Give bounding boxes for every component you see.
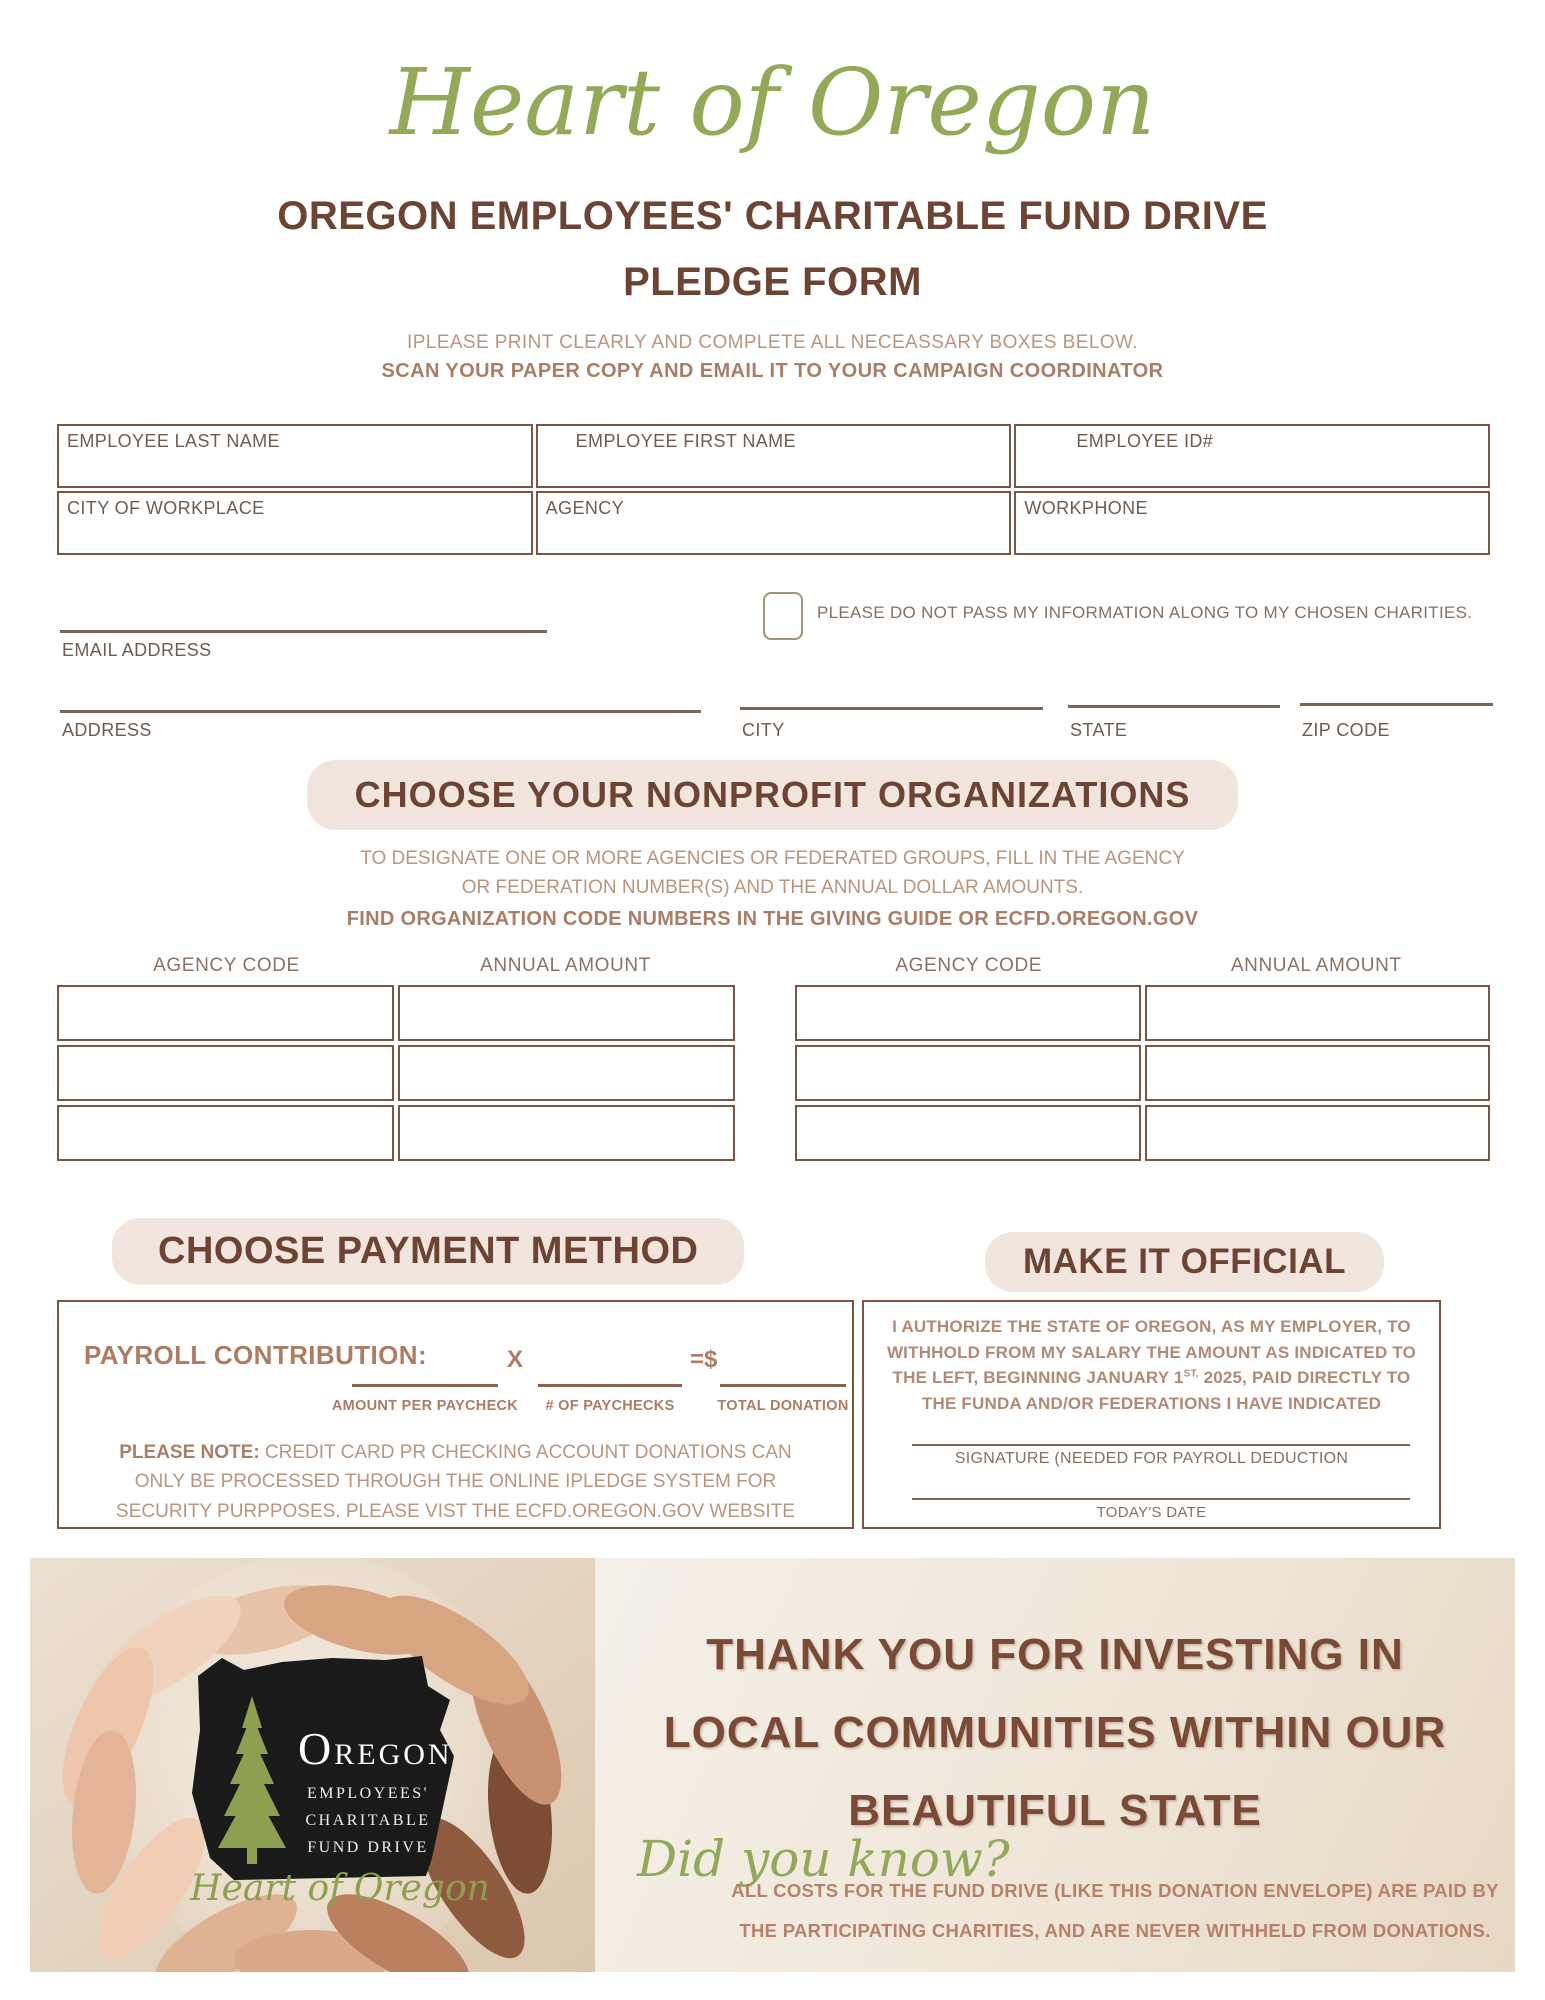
banner-right-panel <box>595 1558 1515 1972</box>
state-input-line[interactable] <box>1068 705 1280 708</box>
address-label: ADDRESS <box>62 720 152 740</box>
nonprofit-section-heading: CHOOSE YOUR NONPROFIT ORGANIZATIONS <box>307 760 1239 830</box>
right-org-table <box>795 985 1490 1161</box>
payment-box <box>57 1300 854 1529</box>
agency-code-input[interactable] <box>57 1045 394 1101</box>
signature-label: SIGNATURE (NEEDED FOR PAYROLL DEDUCTION <box>954 1450 1349 1467</box>
banner-footer-line-2: THE PARTICIPATING CHARITIES, AND ARE NEVER WITHHELD FROM DONATIONS. <box>739 1920 1491 1941</box>
banner-logo-line1: EMPLOYEES' <box>306 1785 430 1802</box>
footer-banner <box>30 1558 1515 1972</box>
heart-of-oregon-logo: Heart of Oregon <box>389 49 1156 156</box>
authorization-text <box>876 1314 1427 1416</box>
number-of-paychecks-input[interactable] <box>538 1384 682 1387</box>
amount-per-paycheck-caption: AMOUNT PER PAYCHECK <box>331 1398 519 1414</box>
agency-code-input[interactable] <box>795 985 1141 1041</box>
banner-logo-line3: FUND DRIVE <box>307 1839 429 1856</box>
did-you-know-script: Did you know? <box>637 1830 1010 1888</box>
city-input-line[interactable] <box>740 707 1043 710</box>
scan-instruction: SCAN YOUR PAPER COPY AND EMAIL IT TO YOUR CAMPAIGN COORDINATOR <box>381 360 1164 382</box>
email-label: EMAIL ADDRESS <box>62 640 212 660</box>
zip-label: ZIP CODE <box>1302 720 1390 740</box>
page-subtitle: PLEDGE FORM <box>623 260 922 304</box>
agency-code-input[interactable] <box>795 1045 1141 1101</box>
privacy-checkbox-label: PLEASE DO NOT PASS MY INFORMATION ALONG TO MY CHOSEN CHARITIES. <box>817 603 1473 622</box>
payment-note-bold: PLEASE NOTE: <box>119 1442 260 1463</box>
agency-code-header: AGENCY CODE <box>153 955 300 976</box>
nonprofit-instruction-bold: FIND ORGANIZATION CODE NUMBERS IN THE GIVING GUIDE OR ECFD.OREGON.GOV <box>346 908 1199 930</box>
authorization-pre: I AUTHORIZE THE STATE OF OREGON, AS MY EMPLOYER, TO WITHHOLD FROM MY SALARY THE AMOUNT AS INDICATED TO THE LEFT, BEGINNING JANUARY 1 <box>886 1317 1417 1387</box>
total-donation-input[interactable] <box>720 1384 846 1387</box>
authorization-box <box>862 1300 1441 1529</box>
banner-logo-line2: CHARITABLE <box>305 1812 431 1829</box>
payroll-contribution-label: PAYROLL CONTRIBUTION: <box>84 1340 428 1370</box>
thank-you-line-3: BEAUTIFUL STATE <box>848 1786 1262 1835</box>
annual-amount-input[interactable] <box>398 1105 735 1161</box>
number-of-paychecks-caption: # OF PAYCHECKS <box>545 1398 675 1414</box>
annual-amount-input[interactable] <box>1145 1045 1491 1101</box>
right-org-table-headers <box>795 955 1490 977</box>
payment-note <box>115 1438 797 1526</box>
employee-first-name-field[interactable]: EMPLOYEE FIRST NAME <box>536 424 1012 488</box>
payment-note-text: CREDIT CARD PR CHECKING ACCOUNT DONATIONS CAN ONLY BE PROCESSED THROUGH THE ONLINE IPLEDGE SYSTEM FOR SECURITY PURPPOSES. PLEASE VIST THE ECFD.OREGON.GOV WEBSITE <box>116 1442 795 1522</box>
hands-heart-illustration <box>30 1558 595 1972</box>
annual-amount-input[interactable] <box>398 1045 735 1101</box>
nonprofit-instruction-1: TO DESIGNATE ONE OR MORE AGENCIES OR FEDERATED GROUPS, FILL IN THE AGENCY <box>360 848 1185 869</box>
left-org-table <box>57 985 735 1161</box>
privacy-checkbox[interactable] <box>763 592 803 640</box>
agency-code-input[interactable] <box>57 1105 394 1161</box>
annual-amount-header: ANNUAL AMOUNT <box>1230 955 1402 976</box>
signature-input-line[interactable] <box>912 1444 1410 1446</box>
agency-code-header: AGENCY CODE <box>895 955 1043 976</box>
employee-info-table <box>57 424 1490 555</box>
banner-footer-line-1: ALL COSTS FOR THE FUND DRIVE (LIKE THIS DONATION ENVELOPE) ARE PAID BY <box>731 1880 1499 1901</box>
total-donation-caption: TOTAL DONATION <box>717 1398 849 1414</box>
print-instruction: IPLEASE PRINT CLEARLY AND COMPLETE ALL NECEASSARY BOXES BELOW. <box>407 332 1138 353</box>
date-label: TODAY'S DATE <box>1096 1504 1207 1521</box>
hands-heart-photo <box>30 1558 595 1972</box>
thank-you-line-1: THANK YOU FOR INVESTING IN <box>706 1630 1404 1679</box>
banner-state-name: OREGON <box>298 1723 453 1774</box>
employee-last-name-field[interactable]: EMPLOYEE LAST NAME <box>57 424 533 488</box>
official-section-heading: MAKE IT OFFICIAL <box>985 1232 1384 1292</box>
authorization-post: 2025, PAID DIRECTLY TO THE FUNDA AND/OR FEDERATIONS I HAVE INDICATED <box>921 1368 1411 1413</box>
agency-code-input[interactable] <box>57 985 394 1041</box>
authorization-superscript: ST, <box>1183 1368 1199 1380</box>
multiply-symbol: X <box>507 1346 524 1373</box>
workphone-field[interactable]: WORKPHONE <box>1014 491 1490 555</box>
address-input-line[interactable] <box>60 710 701 713</box>
banner-logo-script: Heart of Oregon <box>190 1868 490 1909</box>
city-label: CITY <box>742 720 785 740</box>
left-org-table-headers <box>57 955 735 977</box>
agency-field[interactable]: AGENCY <box>536 491 1012 555</box>
thank-you-line-2: LOCAL COMMUNITIES WITHIN OUR <box>663 1708 1447 1757</box>
amount-per-paycheck-input[interactable] <box>352 1384 498 1387</box>
city-of-workplace-field[interactable]: CITY OF WORKPLACE <box>57 491 533 555</box>
nonprofit-instruction-2: OR FEDERATION NUMBER(S) AND THE ANNUAL DOLLAR AMOUNTS. <box>461 877 1084 898</box>
payment-section-heading: CHOOSE PAYMENT METHOD <box>112 1218 744 1285</box>
date-input-line[interactable] <box>912 1498 1410 1500</box>
agency-code-input[interactable] <box>795 1105 1141 1161</box>
email-input-line[interactable] <box>60 630 547 633</box>
zip-input-line[interactable] <box>1300 703 1493 706</box>
employee-id-field[interactable]: EMPLOYEE ID# <box>1014 424 1490 488</box>
equals-dollar-symbol: =$ <box>690 1346 718 1373</box>
annual-amount-header: ANNUAL AMOUNT <box>480 955 651 976</box>
annual-amount-input[interactable] <box>398 985 735 1041</box>
annual-amount-input[interactable] <box>1145 985 1491 1041</box>
annual-amount-input[interactable] <box>1145 1105 1491 1161</box>
page-title: OREGON EMPLOYEES' CHARITABLE FUND DRIVE <box>277 194 1268 238</box>
state-label: STATE <box>1070 720 1128 740</box>
